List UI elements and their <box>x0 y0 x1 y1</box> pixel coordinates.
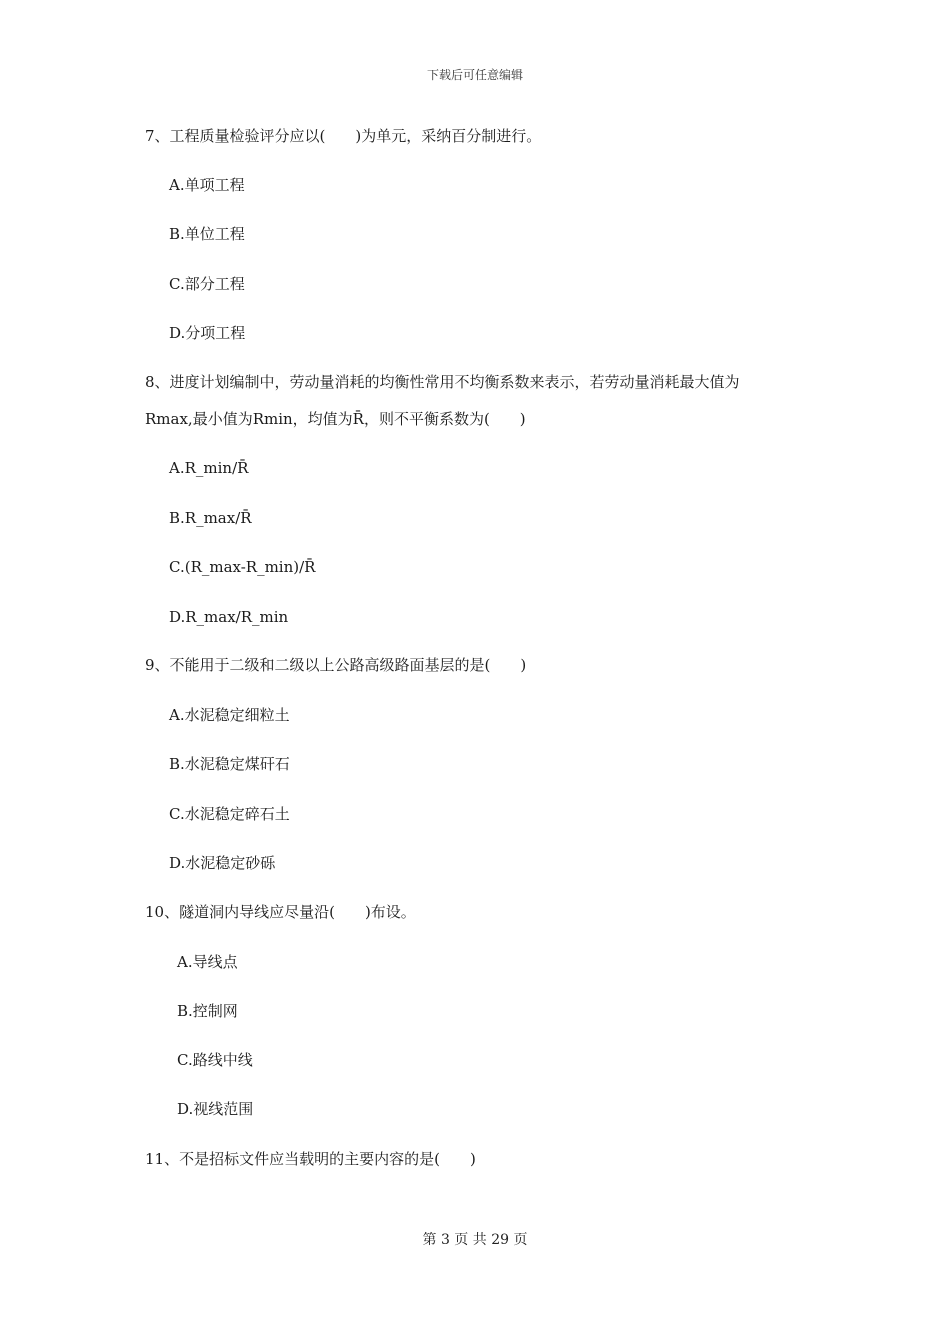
question-8-option-c: C.(R_max-R_min)/R̄ <box>169 558 316 576</box>
question-9-option-b: B.水泥稳定煤矸石 <box>169 755 290 773</box>
question-9-option-c: C.水泥稳定碎石土 <box>169 805 290 823</box>
question-8-option-a: A.R_min/R̄ <box>169 459 249 477</box>
question-8-stem-line-1: 8、进度计划编制中，劳动量消耗的均衡性常用不均衡系数来表示，若劳动量消耗最大值为 <box>145 373 740 391</box>
question-9-option-a: A.水泥稳定细粒土 <box>169 706 290 724</box>
question-10-option-b: B.控制网 <box>177 1002 238 1020</box>
question-9-option-d: D.水泥稳定砂砾 <box>169 854 276 872</box>
question-9-stem: 9、不能用于二级和二级以上公路高级路面基层的是( ) <box>145 656 527 674</box>
question-7-option-b: B.单位工程 <box>169 225 245 243</box>
question-7-option-d: D.分项工程 <box>169 324 246 342</box>
question-10-option-c: C.路线中线 <box>177 1051 253 1069</box>
question-10-stem: 10、隧道洞内导线应尽量沿( )布设。 <box>145 903 416 921</box>
page-header: 下载后可任意编辑 <box>426 68 523 82</box>
question-7-stem: 7、工程质量检验评分应以( )为单元，采纳百分制进行。 <box>145 127 542 145</box>
question-7-option-c: C.部分工程 <box>169 275 245 293</box>
question-7-option-a: A.单项工程 <box>169 176 245 194</box>
question-8-option-b: B.R_max/R̄ <box>169 509 252 527</box>
question-10-option-a: A.导线点 <box>177 953 238 971</box>
question-8-option-d: D.R_max/R_min <box>169 608 289 626</box>
page-footer: 第 3 页 共 29 页 <box>422 1232 528 1248</box>
question-8-stem-line-2: Rmax,最小值为Rmin，均值为R̄，则不平衡系数为( ) <box>145 410 526 428</box>
question-10-option-d: D.视线范围 <box>177 1100 254 1118</box>
question-11-stem: 11、不是招标文件应当载明的主要内容的是( ) <box>145 1150 476 1168</box>
